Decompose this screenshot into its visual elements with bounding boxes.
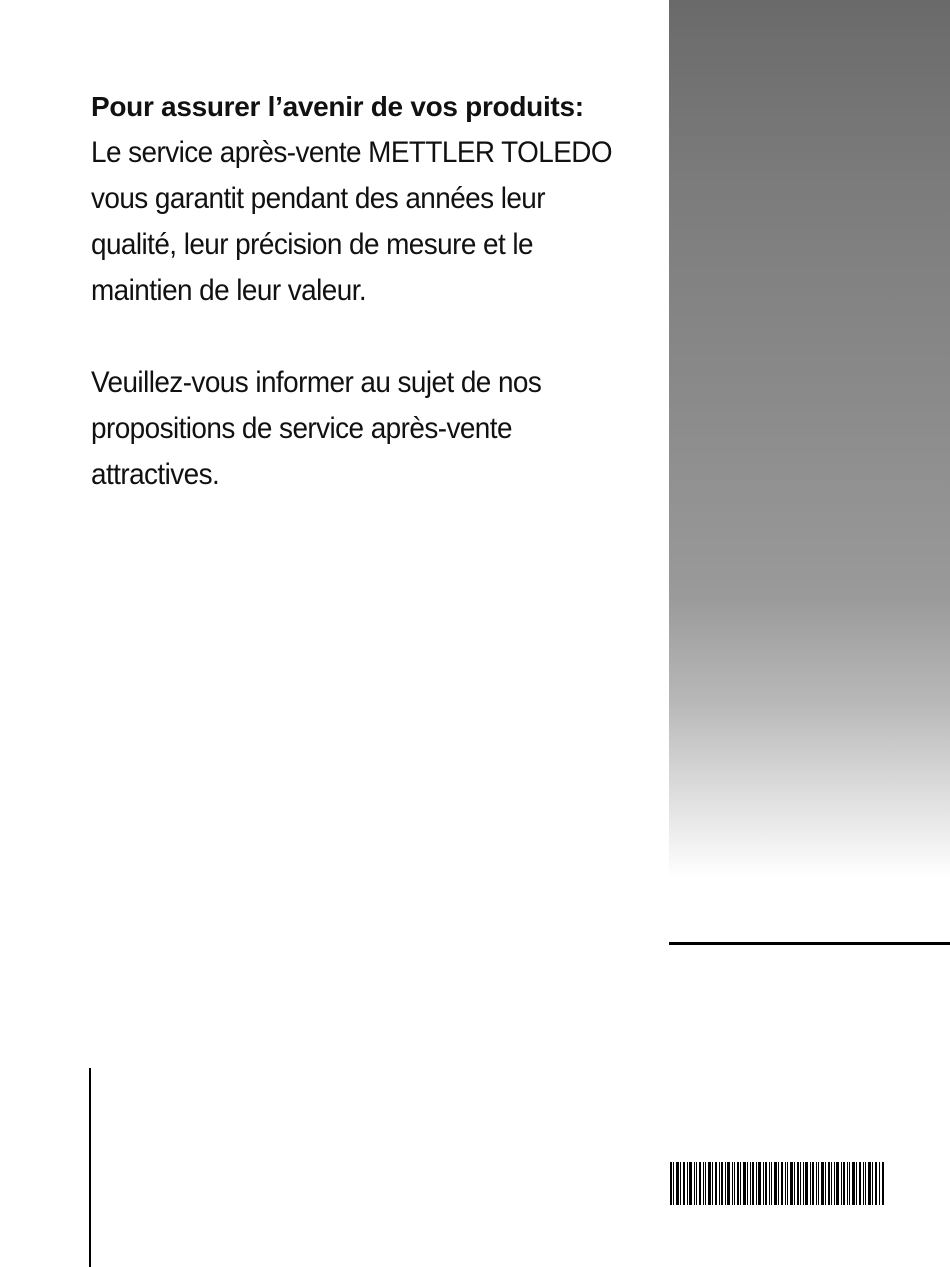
paragraph-line: Le service après-vente METTLER TOLEDO — [91, 136, 613, 169]
main-text-block — [91, 84, 651, 498]
barcode-graphic — [670, 1162, 884, 1205]
gray-gradient-band — [669, 0, 950, 878]
vertical-rule — [89, 1068, 91, 1267]
paragraph-line: Veuillez-vous informer au sujet de nos — [91, 366, 542, 399]
paragraph-spacer — [91, 314, 651, 360]
paragraph-line: propositions de service après-vente — [91, 412, 512, 445]
paragraph-line: qualité, leur précision de mesure et le — [91, 228, 533, 261]
barcode — [670, 1162, 884, 1205]
paragraph-line: attractives. — [91, 458, 220, 491]
paragraph-service — [91, 130, 649, 314]
horizontal-rule — [669, 942, 950, 945]
heading: Pour assurer l’avenir de vos produits: — [91, 91, 584, 122]
paragraph-line: vous garantit pendant des années leur — [91, 182, 545, 215]
paragraph-offers — [91, 360, 649, 498]
paragraph-line: maintien de leur valeur. — [91, 274, 367, 307]
